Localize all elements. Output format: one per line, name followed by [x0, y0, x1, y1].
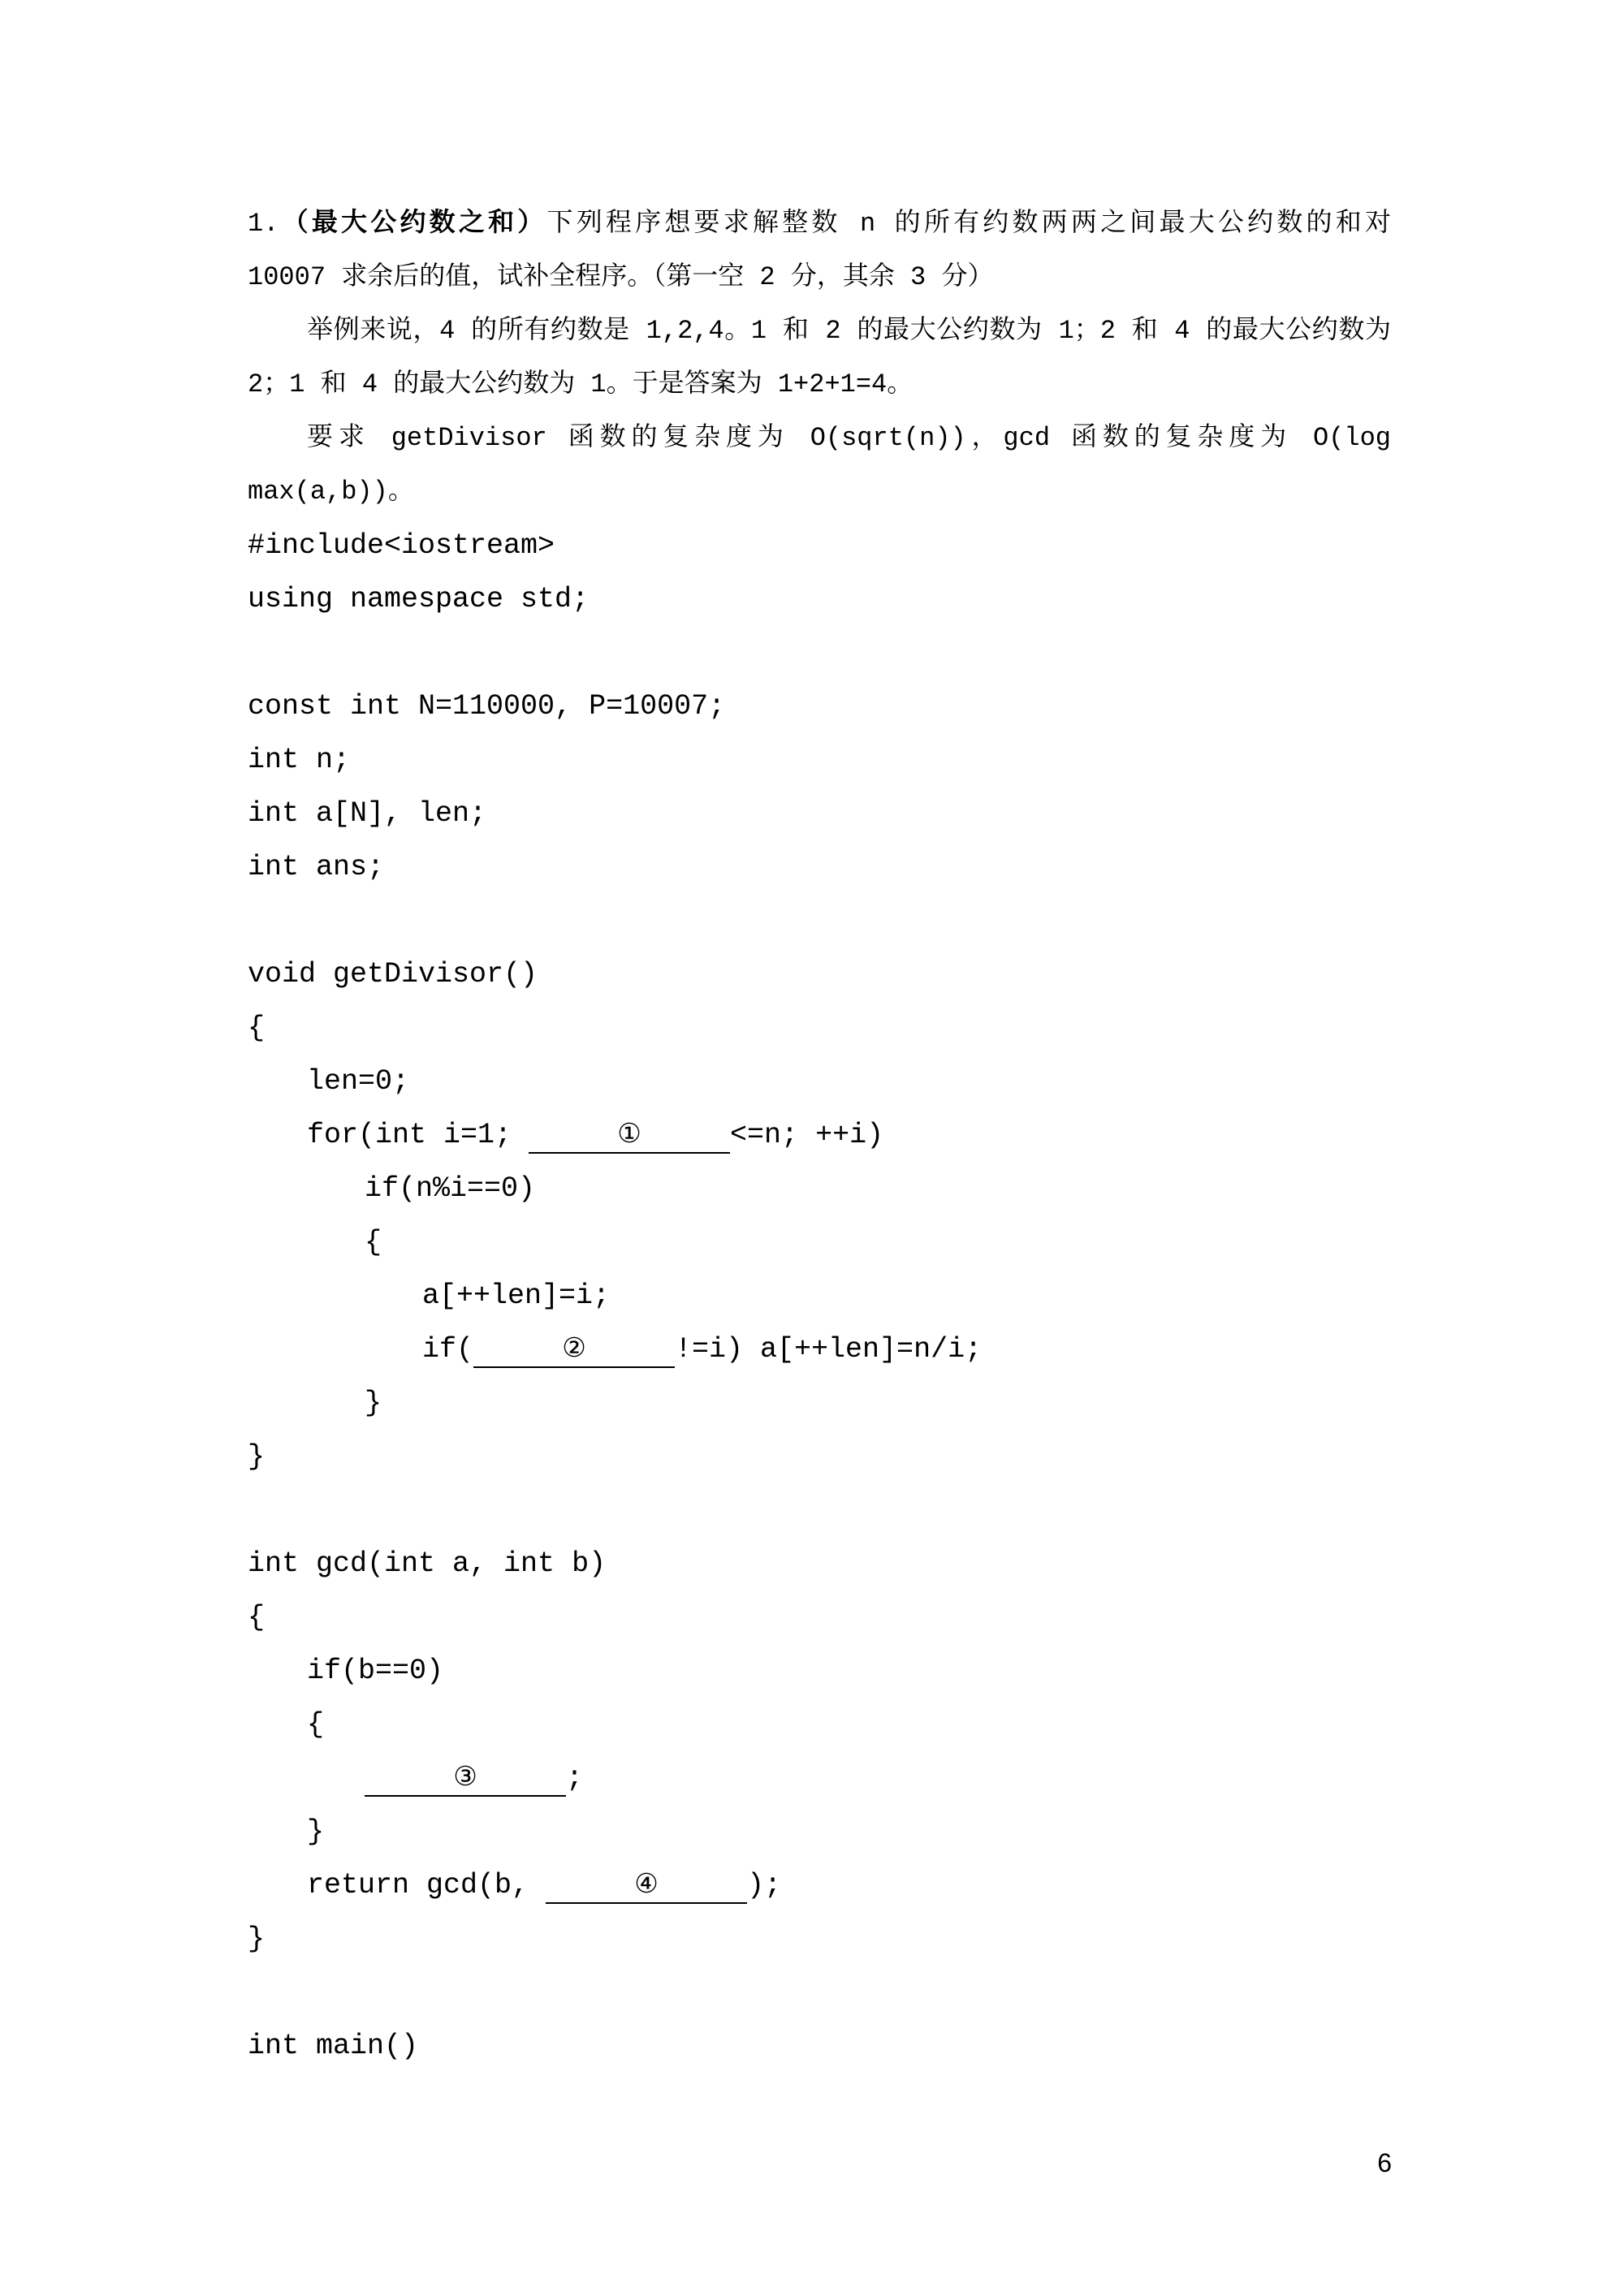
- question-content: [248, 197, 1391, 2073]
- question-statement-line: 10007 求余后的值，试补全程序。（第一空 2 分，其余 3 分）: [248, 262, 994, 292]
- empty-line: [248, 894, 1391, 947]
- code-line: int ans;: [248, 851, 385, 883]
- code-line: void getDivisor(): [248, 958, 538, 990]
- question-heading-line: [248, 197, 1391, 251]
- empty-line: [248, 1483, 1391, 1537]
- code-line: a[++len]=i;: [422, 1280, 611, 1312]
- code-line: len=0;: [307, 1065, 410, 1098]
- code-line-with-blank-2: [248, 1323, 1391, 1376]
- code-line: }: [248, 1440, 266, 1473]
- page-number: 6: [1377, 2148, 1392, 2177]
- answer-blank-1: ①: [529, 1115, 730, 1154]
- answer-blank-2: ②: [473, 1329, 675, 1368]
- requirement-line: 要求 getDivisor 函数的复杂度为 O(sqrt(n))，gcd 函数的复杂度为 O(log: [307, 423, 1391, 453]
- code-line: {: [365, 1226, 382, 1258]
- code-line: {: [307, 1708, 325, 1741]
- code-line: if(n%i==0): [365, 1172, 536, 1205]
- code-line-with-blank-4: [248, 1858, 1391, 1912]
- example-line: 举例来说，4 的所有约数是 1,2,4。1 和 2 的最大公约数为 1；2 和 4 的最大公约数为: [307, 316, 1391, 346]
- code-line-with-blank-3: [248, 1751, 1391, 1805]
- question-number: 1.: [248, 209, 279, 239]
- code-line: if(b==0): [307, 1655, 444, 1687]
- code-line: int gcd(int a, int b): [248, 1547, 607, 1580]
- code-line-with-blank-1: [248, 1108, 1391, 1162]
- code-line: }: [365, 1387, 382, 1419]
- code-text-after-blank: );: [747, 1869, 782, 1901]
- question-title: （最大公约数之和）: [279, 209, 547, 239]
- code-line: int n;: [248, 744, 351, 776]
- code-line: const int N=110000, P=10007;: [248, 690, 726, 723]
- question-statement: 下列程序想要求解整数 n 的所有约数两两之间最大公约数的和对: [546, 209, 1391, 239]
- code-text-before-blank: if(: [422, 1333, 474, 1366]
- code-line: #include<iostream>: [248, 529, 555, 562]
- code-text-before-blank: for(int i=1;: [307, 1119, 529, 1151]
- code-line: }: [307, 1815, 325, 1848]
- code-text-after-blank: !=i) a[++len]=n/i;: [675, 1333, 983, 1366]
- code-line: {: [248, 1601, 266, 1634]
- code-line: {: [248, 1012, 266, 1044]
- code-line: using namespace std;: [248, 583, 590, 615]
- code-line: int a[N], len;: [248, 797, 487, 830]
- code-text-after-blank: <=n; ++i): [730, 1119, 884, 1151]
- answer-blank-4: ④: [546, 1865, 747, 1904]
- requirement-line: max(a,b))。: [248, 477, 414, 507]
- code-line: }: [248, 1923, 266, 1955]
- code-text-after-blank: ;: [566, 1762, 584, 1794]
- empty-line: [248, 1966, 1391, 2019]
- code-line: int main(): [248, 2030, 419, 2062]
- empty-line: [248, 626, 1391, 680]
- example-line: 2；1 和 4 的最大公约数为 1。于是答案为 1+2+1=4。: [248, 369, 914, 399]
- code-text-before-blank: return gcd(b,: [307, 1869, 546, 1901]
- answer-blank-3: ③: [365, 1758, 566, 1797]
